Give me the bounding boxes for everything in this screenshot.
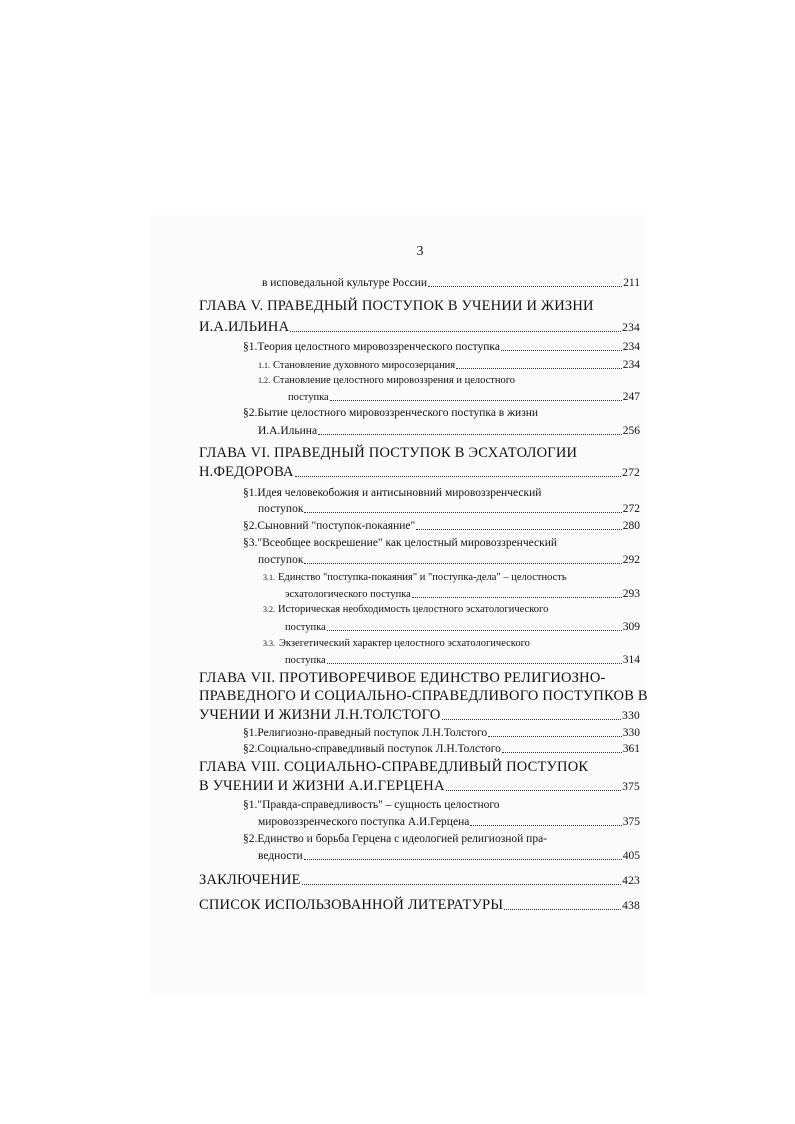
- chapter-5-title: ГЛАВА V. ПРАВЕДНЫЙ ПОСТУПОК В УЧЕНИИ И ЖИЗНИ: [199, 298, 594, 314]
- subsection-5-1-1: 1.1. Становление духовного миросозерцания 234: [258, 359, 640, 371]
- section-8-2-title: §2.Единство и борьба Герцена с идеологией религиозной пра-: [243, 833, 548, 845]
- chapter-7-title-line1: ГЛАВА VII. ПРОТИВОРЕЧИВОЕ ЕДИНСТВО РЕЛИГИОЗНО-: [199, 670, 606, 686]
- section-7-1: §1.Религиозно-праведный поступок Л.Н.Толстого 330: [243, 727, 640, 739]
- section-5-1: §1.Теория целостного мировоззренческого поступка 234: [243, 341, 640, 353]
- subsection-6-3-2-title: 3.2. Историческая необходимость целостного эсхатологического: [263, 604, 549, 615]
- conclusion-entry: ЗАКЛЮЧЕНИЕ 423: [199, 872, 640, 888]
- chapter-7-title-line2: ПРАВЕДНОГО И СОЦИАЛЬНО-СПРАВЕДЛИВОГО ПОСТУПКОВ В: [199, 688, 648, 704]
- section-5-2-title: §2.Бытие целостного мировоззренческого поступка в жизни: [243, 407, 539, 419]
- section-6-1: поступок 272: [258, 503, 640, 515]
- chapter-6-entry: Н.ФЕДОРОВА 272: [199, 464, 640, 480]
- chapter-5-entry: И.А.ИЛЬИНА 234: [199, 319, 640, 335]
- section-5-2: И.А.Ильина 256: [258, 425, 640, 437]
- section-6-3: поступок 292: [258, 554, 640, 566]
- section-6-3-title: §3."Всеобщее воскрешение" как целостный мировоззренческий: [243, 537, 557, 549]
- subsection-5-1-2: поступка 247: [288, 391, 640, 403]
- page-number: 3: [416, 244, 424, 259]
- section-8-1: мировоззренческого поступка А.И.Герцена 375: [258, 816, 640, 828]
- subsection-6-3-1-title: 3.1. Единство "поступка-покаяния" и "поступка-дела" – целостность: [263, 572, 567, 583]
- subsection-6-3-3-title: 3.3. Экзегетический характер целостного эсхатологического: [263, 638, 530, 649]
- section-8-1-title: §1."Правда-справедливость" – сущность целостного: [243, 799, 500, 811]
- chapter-7-entry: УЧЕНИИ И ЖИЗНИ Л.Н.ТОЛСТОГО 330: [199, 707, 640, 723]
- bibliography-entry: СПИСОК ИСПОЛЬЗОВАННОЙ ЛИТЕРАТУРЫ 438: [199, 897, 640, 913]
- section-8-2: ведности 405: [258, 850, 640, 862]
- chapter-8-entry: В УЧЕНИИ И ЖИЗНИ А.И.ГЕРЦЕНА 375: [199, 778, 640, 794]
- subsection-5-1-2-title: 1.2. Становление целостного мировоззрения и целостного: [258, 375, 516, 386]
- section-6-2: §2.Сыновний "поступок-покаяние" 280: [243, 520, 640, 532]
- section-6-1-title: §1.Идея человекобожия и антисыновний мировоззренческий: [243, 487, 542, 499]
- subsection-6-3-3: поступка 314: [285, 654, 640, 666]
- toc-entry-continuation: в исповедальной культуре России 211: [262, 277, 640, 289]
- subsection-6-3-1: эсхатологического поступка 293: [285, 588, 640, 600]
- chapter-6-title: ГЛАВА VI. ПРАВЕДНЫЙ ПОСТУПОК В ЭСХАТОЛОГИИ: [199, 445, 578, 461]
- section-7-2: §2.Социально-справедливый поступок Л.Н.Толстого 361: [243, 743, 640, 755]
- subsection-6-3-2: поступка 309: [285, 621, 640, 633]
- chapter-8-title: ГЛАВА VIII. СОЦИАЛЬНО-СПРАВЕДЛИВЫЙ ПОСТУПОК: [199, 759, 589, 775]
